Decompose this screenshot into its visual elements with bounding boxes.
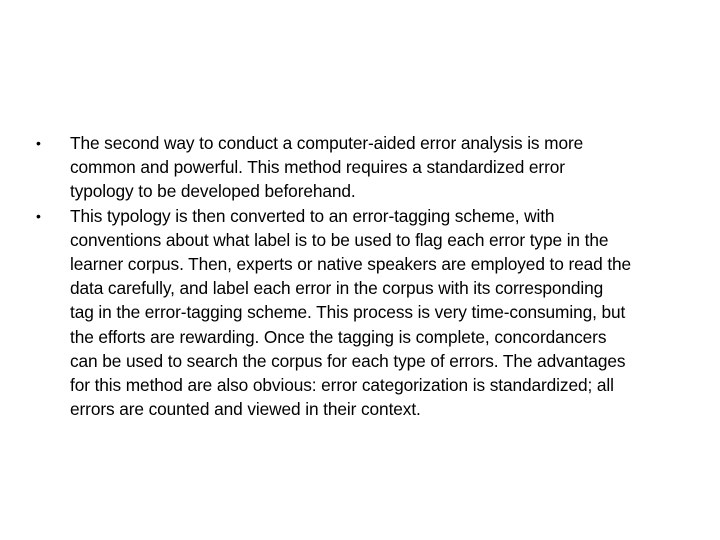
text-line: for this method are also obvious: error categorization is standardized; all — [70, 375, 614, 396]
text-line: tag in the error-tagging scheme. This process is very time-consuming, but — [70, 302, 626, 323]
bullet-marker: • — [36, 135, 41, 151]
bullet-item — [36, 204, 686, 422]
text-line: conventions about what label is to be used to flag each error type in the — [70, 229, 609, 250]
text-line: errors are counted and viewed in their context. — [70, 399, 421, 420]
text-line: learner corpus. Then, experts or native speakers are employed to read the — [70, 254, 632, 275]
text-line: typology to be developed beforehand. — [70, 181, 356, 202]
bullet-marker: • — [36, 207, 41, 224]
bullet-text — [70, 131, 686, 204]
text-line: can be used to search the corpus for each type of errors. The advantages — [70, 350, 626, 371]
bullet-text — [70, 204, 686, 422]
text-line: data carefully, and label each error in the corpus with its corresponding — [70, 278, 604, 299]
bullet-list — [36, 131, 686, 421]
text-line: common and powerful. This method requires a standardized error — [70, 157, 565, 178]
text-line: The second way to conduct a computer-aided error analysis is more — [70, 133, 584, 153]
slide-body — [36, 131, 686, 421]
text-line: the efforts are rewarding. Once the tagging is complete, concordancers — [70, 326, 607, 347]
bullet-item — [36, 131, 686, 204]
text-line: This typology is then converted to an error-tagging scheme, with — [70, 205, 555, 226]
